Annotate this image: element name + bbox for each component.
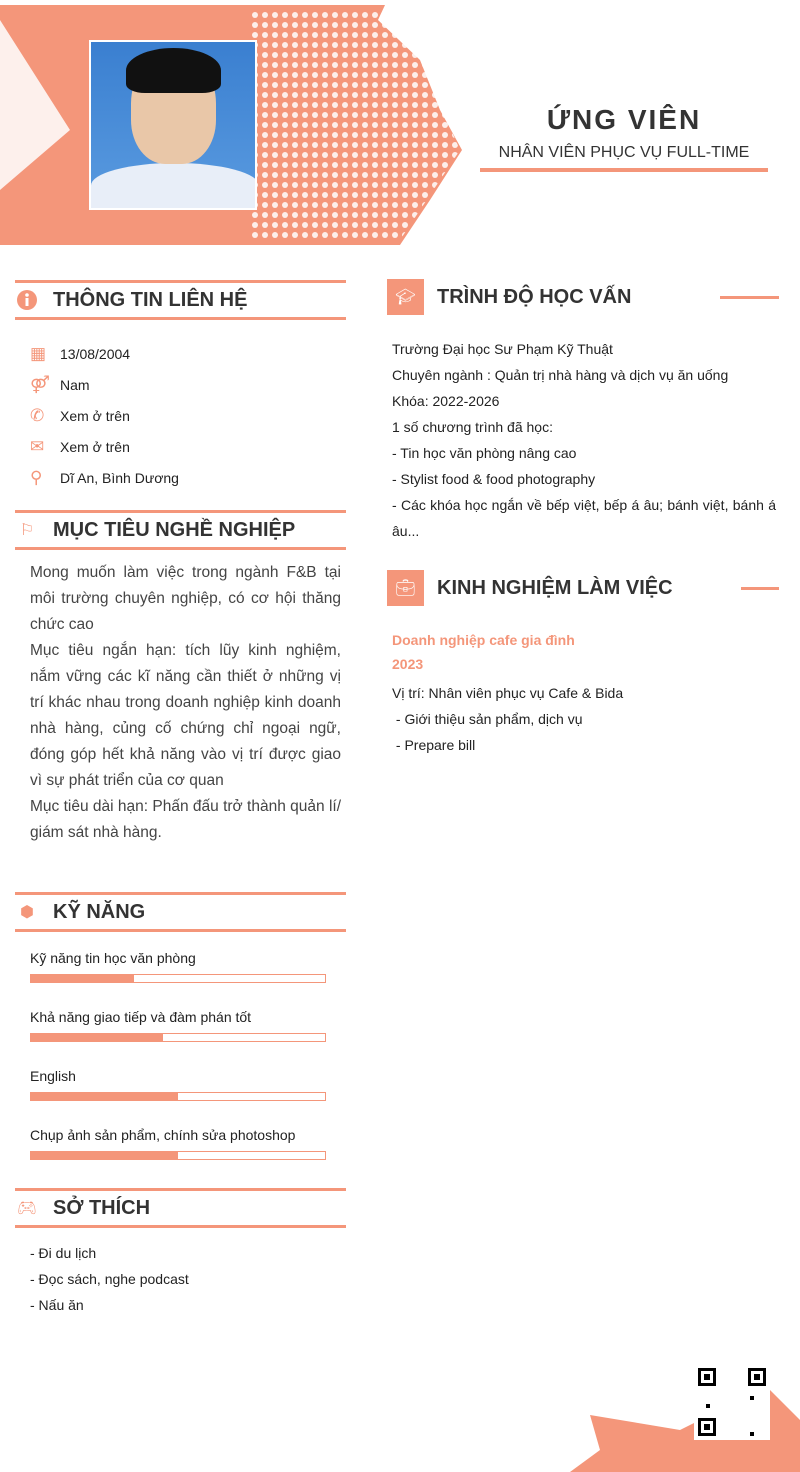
education-text	[392, 336, 776, 544]
skill-name: Khả năng giao tiếp và đàm phán tốt	[30, 1009, 252, 1025]
hobby-item: - Đi du lịch	[30, 1245, 97, 1261]
contact-header	[15, 280, 346, 320]
cubes-icon: ⬢	[20, 904, 34, 921]
objective-header	[15, 510, 346, 550]
gender-icon: ⚤	[30, 374, 50, 394]
education-line: - Stylist food & food photography	[392, 471, 596, 487]
skill-bar-fill	[31, 1093, 178, 1100]
calendar-icon: ▦	[30, 343, 47, 363]
objective-paragraph: Mục tiêu dài hạn: Phấn đấu trở thành quản lí/ giám sát nhà hàng.	[30, 798, 341, 841]
objective-paragraph: Mục tiêu ngắn hạn: tích lũy kinh nghiệm, nắm vững các kĩ năng cần thiết ở những vị trí khác nhau trong doanh nghiệp kinh doanh nhà hàng, củng cố chứng chỉ ngoại ngữ, đóng góp hết khả năng vào vị trí được giao vì sự phát triển của cơ quan	[30, 642, 341, 789]
education-line: - Các khóa học ngắn về bếp việt, bếp á âu; bánh việt, bánh á âu...	[392, 497, 776, 539]
briefcase-icon: 💼︎	[387, 570, 424, 606]
experience-header	[387, 570, 779, 606]
gender: Nam	[60, 376, 90, 393]
hobby-item: - Đọc sách, nghe podcast	[30, 1271, 189, 1287]
skill-bar-fill	[31, 975, 134, 982]
skill-name: English	[30, 1068, 76, 1084]
contact-item	[30, 431, 179, 462]
company-name: Doanh nghiệp cafe gia đình	[392, 632, 575, 648]
phone-icon: ✆	[30, 405, 45, 425]
candidate-role: NHÂN VIÊN PHỤC VỤ FULL-TIME	[480, 144, 768, 172]
qr-code	[694, 1364, 770, 1440]
birthdate: 13/08/2004	[60, 345, 131, 362]
hobby-item: - Nấu ăn	[30, 1297, 84, 1313]
contact-item	[30, 338, 179, 369]
hobbies-list	[30, 1240, 189, 1318]
candidate-name: ỨNG VIÊN	[546, 104, 702, 135]
education-line: Trường Đại học Sư Phạm Kỹ Thuật	[392, 341, 613, 357]
section-title: KỸ NĂNG	[53, 900, 146, 923]
experience-year: 2023	[392, 656, 424, 672]
gamepad-icon: 🎮︎	[16, 1200, 38, 1217]
contact-item	[30, 369, 179, 400]
objective-text	[30, 560, 341, 846]
flag-icon: ⚐	[19, 522, 35, 539]
skill-bar-fill	[31, 1152, 178, 1159]
contact-item	[30, 400, 179, 431]
skill-bar	[30, 1151, 326, 1160]
section-title: KINH NGHIỆM LÀM VIỆC	[437, 576, 673, 599]
experience-text	[392, 628, 776, 758]
contact-list	[30, 338, 179, 493]
location-icon: ⚲	[30, 467, 43, 487]
email: Xem ở trên	[60, 438, 130, 455]
skill-bar	[30, 1092, 326, 1101]
skills-list	[30, 950, 326, 1186]
contact-item	[30, 462, 179, 493]
phone: Xem ở trên	[60, 407, 130, 424]
section-title: SỞ THÍCH	[53, 1196, 151, 1219]
education-line: - Tin học văn phòng nâng cao	[392, 445, 577, 461]
experience-line: - Prepare bill	[392, 737, 476, 753]
address: Dĩ An, Bình Dương	[60, 469, 179, 486]
education-line: Chuyên ngành : Quản trị nhà hàng và dịch vụ ăn uống	[392, 367, 729, 383]
skill-name: Kỹ năng tin học văn phòng	[30, 950, 196, 966]
skill-bar	[30, 1033, 326, 1042]
education-line: Khóa: 2022-2026	[392, 393, 500, 409]
avatar-photo	[89, 40, 257, 210]
skills-header	[15, 892, 346, 932]
education-line: 1 số chương trình đã học:	[392, 419, 553, 435]
skill-name: Chụp ảnh sản phẩm, chính sửa photoshop	[30, 1127, 296, 1143]
section-title: MỤC TIÊU NGHỀ NGHIỆP	[53, 518, 296, 541]
skill-bar	[30, 974, 326, 983]
info-icon	[15, 288, 39, 312]
objective-paragraph: Mong muốn làm việc trong ngành F&B tại môi trường chuyên nghiệp, có cơ hội thăng chức cao	[30, 564, 341, 633]
skill-item	[30, 1009, 326, 1068]
skill-item	[30, 950, 326, 1009]
skill-item	[30, 1127, 326, 1186]
experience-line: - Giới thiệu sản phẩm, dịch vụ	[392, 711, 583, 727]
skill-bar-fill	[31, 1034, 163, 1041]
section-title: TRÌNH ĐỘ HỌC VẤN	[437, 285, 632, 308]
education-header	[387, 279, 779, 315]
experience-line: Vị trí: Nhân viên phục vụ Cafe & Bida	[392, 685, 624, 701]
graduation-cap-icon: 🎓︎	[387, 279, 424, 315]
section-title: THÔNG TIN LIÊN HỆ	[53, 288, 248, 311]
hobbies-header	[15, 1188, 346, 1228]
email-icon: ✉	[30, 436, 45, 456]
skill-item	[30, 1068, 326, 1127]
